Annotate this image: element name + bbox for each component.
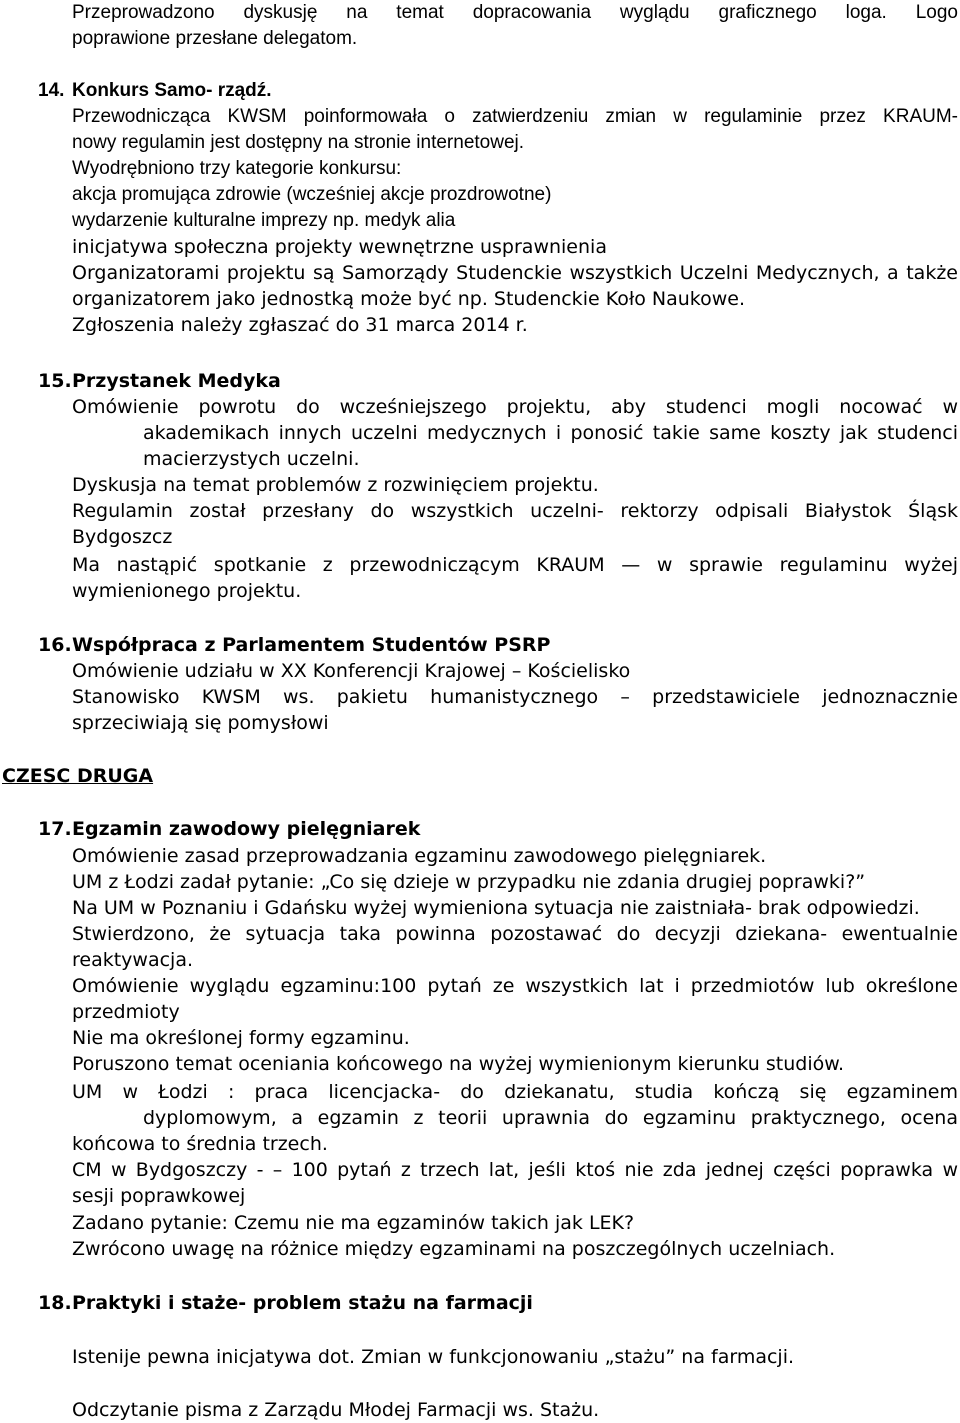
paragraph-line: Omówienie zasad przeprowadzania egzaminu zawodowego pielęgniarek. [72,845,767,867]
paragraph-line: Poruszono temat oceniania końcowego na wyżej wymienionym kierunku studiów. [72,1053,845,1075]
paragraph-line: Odczytanie pisma z Zarządu Młodej Farmacji ws. Stażu. [72,1399,600,1421]
paragraph-line: Na UM w Poznaniu i Gdańsku wyżej wymieniona sytuacja nie zaistniała- brak odpowiedzi. [72,897,920,919]
paragraph-line: reaktywacja. [72,949,194,971]
paragraph-line: Istenije pewna inicjatywa dot. Zmian w funkcjonowaniu „stażu” na farmacji. [72,1346,795,1368]
part-heading: CZESC DRUGA [2,765,154,787]
paragraph-line: Zadano pytanie: Czemu nie ma egzaminów takich jak LEK? [72,1212,635,1234]
paragraph-line: akcja promująca zdrowie (wcześniej akcje prozdrowotne) [72,184,552,205]
paragraph-line: UM w Łodzi : praca licencjacka- do dziekanatu, studia kończą się egzaminem [72,1081,958,1103]
paragraph-line: końcowa to średnia trzech. [72,1133,328,1155]
section-title: Praktyki i staże- problem stażu na farmacji [72,1292,533,1314]
section-title: Egzamin zawodowy pielęgniarek [72,818,421,840]
paragraph-line: Bydgoszcz [72,526,173,548]
paragraph-line: Ma nastąpić spotkanie z przewodniczącym KRAUM — w sprawie regulaminu wyżej [72,554,958,576]
paragraph-line: nowy regulamin jest dostępny na stronie internetowej. [72,132,525,153]
paragraph-line: Przeprowadzono dyskusję na temat dopracowania wyglądu graficznego loga. Logo [72,2,958,23]
paragraph-line: sesji poprawkowej [72,1185,246,1207]
section-number: 16. [38,634,72,656]
paragraph-line: Przewodnicząca KWSM poinformowała o zatwierdzeniu zmian w regulaminie przez KRAUM- [72,106,958,127]
paragraph-line: wydarzenie kulturalne imprezy np. medyk alia [72,210,456,231]
paragraph-line: Organizatorami projektu są Samorządy Studenckie wszystkich Uczelni Medycznych, a także [72,262,958,284]
paragraph-line: Dyskusja na temat problemów z rozwinięciem projektu. [72,474,599,496]
section-number: 18. [38,1292,72,1314]
paragraph-line: Zwrócono uwagę na różnice między egzaminami na poszczególnych uczelniach. [72,1238,836,1260]
section-number: 15. [38,370,72,392]
paragraph-line: UM z Łodzi zadał pytanie: „Co się dzieje w przypadku nie zdania drugiej poprawki?” [72,871,866,893]
paragraph-line: przedmioty [72,1001,180,1023]
paragraph-line: poprawione przesłane delegatom. [72,28,358,49]
paragraph-line: Nie ma określonej formy egzaminu. [72,1027,410,1049]
paragraph-line: organizatorem jako jednostką może być np. Studenckie Koło Naukowe. [72,288,746,310]
paragraph-line: Regulamin został przesłany do wszystkich uczelni- rektorzy odpisali Białystok Śląsk [72,500,958,522]
paragraph-line: Stanowisko KWSM ws. pakietu humanistycznego – przedstawiciele jednoznacznie [72,686,958,708]
section-title: Konkurs Samo- rządź. [72,80,272,101]
paragraph-line: Zgłoszenia należy zgłaszać do 31 marca 2014 r. [72,314,528,336]
paragraph-line: dyplomowym, a egzamin z teorii uprawnia do egzaminu praktycznego, ocena [143,1107,958,1129]
section-number: 14. [38,80,65,101]
paragraph-line: Omówienie udziału w XX Konferencji Krajowej – Kościelisko [72,660,631,682]
paragraph-line: Stwierdzono, że sytuacja taka powinna pozostawać do decyzji dziekana- ewentualnie [72,923,958,945]
paragraph-line: Wyodrębniono trzy kategorie konkursu: [72,158,402,179]
paragraph-line: wymienionego projektu. [72,580,302,602]
paragraph-line: sprzeciwiają się pomysłowi [72,712,329,734]
paragraph-line: akademikach innych uczelni medycznych i ponosić takie same koszty jak studenci [143,422,958,444]
section-title: Współpraca z Parlamentem Studentów PSRP [72,634,551,656]
section-number: 17. [38,818,72,840]
paragraph-line: Omówienie powrotu do wcześniejszego projektu, aby studenci mogli nocować w [72,396,958,418]
paragraph-line: inicjatywa społeczna projekty wewnętrzne usprawnienia [72,236,607,258]
section-title: Przystanek Medyka [72,370,281,392]
paragraph-line: Omówienie wyglądu egzaminu:100 pytań ze wszystkich lat i przedmiotów lub określone [72,975,958,997]
paragraph-line: CM w Bydgoszczy - – 100 pytań z trzech lat, jeśli ktoś nie zda jednej części poprawka w [72,1159,958,1181]
paragraph-line: macierzystych uczelni. [143,448,360,470]
